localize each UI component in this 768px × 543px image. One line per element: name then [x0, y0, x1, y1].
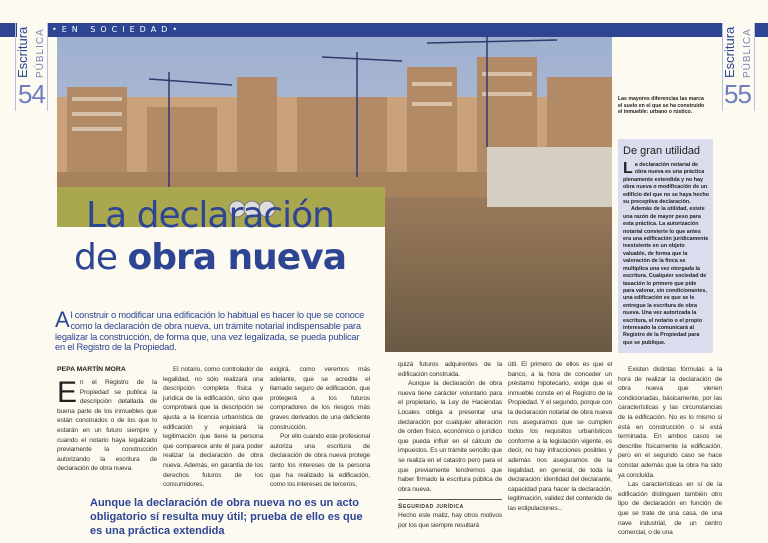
paragraph: quizá futuros adquirentes de la edificación construida.: [398, 361, 502, 378]
sidebar-paragraph: Además de la utilidad, existe una razón de mayor peso para esta práctica. La autorización notarial convierte lo que antes era una edificación jurídicamente inexistente en un objeto valuable, de forma que la valoración de la finca se multiplica una vez otorgada la escritura. Cualquier sociedad de tasación lo primero que pide para valorar, sin condicionantes, una edificación es que se le entregue la escritura de obra nueva. Una vez autorizada la escritura, el notario o el propio interesado la comunicará al Registro de la Propiedad para que se publique.: [623, 206, 709, 346]
sidebar-drop-cap: L: [623, 160, 633, 177]
body-column-6: [618, 365, 722, 538]
body-column-3: [270, 365, 370, 490]
paragraph: El notario, como controlador de legalidad, no sólo realizará una descripción completa física y jurídica de la edificación, sino que comprobará que la descripción se ajusta a la licencia urbanística de edificación y enjuiciará la legitimación que tiene la persona que comparece ante él para poder realizar la declaración de obra nueva. Además, en garantía de los derechos futuros de los consumidores,: [163, 366, 263, 489]
paragraph: exigirá, como veremos más adelante, que se acredite el llamado seguro de edificación, que protegerá a los futuros compradores de los riesgos más graves derivados de una deficiente construcción.: [270, 366, 370, 431]
paragraph: Por ello cuando este profesional autoriza una escritura de declaración de obra nueva protege tanto los intereses de la persona que ha realizado la edificación, como los intereses de terceros,: [270, 433, 370, 489]
paragraph: n el Registro de la Propiedad se publica la descripción detallada de buena parte de los inmuebles que están construidos o de los que lo estarán en un futuro siempre y cuando el notario haya legalizado previamente la construcción autorizando la escritura de declaración de obra nueva.: [57, 379, 157, 473]
article-title-line1: La declaración: [86, 195, 334, 236]
body-column-4: [398, 360, 502, 531]
page-number-right: 55: [724, 79, 751, 109]
lead-drop-cap: A: [55, 307, 70, 332]
body-column-1: [57, 378, 157, 474]
sidebar-paragraph: [623, 162, 709, 206]
sidebar-box: [618, 139, 713, 353]
paragraph: Las características en sí de la edificación distinguen también otro tipo de declaración en función de que se trate de una casa, de una nave industrial, de un centro comercial, o de una: [618, 481, 722, 537]
article-title-line2: [40, 238, 380, 278]
lead-text: l construir o modificar una edificación lo habitual es hacer lo que se conoce como la declaración de obra nueva, un trámite notarial indispensable para legalizar la construcción, de forma que, una vez legalizada, se pueda publicar en el Registro de la Propiedad.: [55, 310, 365, 353]
brand-bottom: PÚBLICA: [742, 28, 753, 78]
brand-logo-right: [724, 4, 754, 78]
section-label: •EN SOCIEDAD•: [52, 25, 183, 34]
paragraph: útil. El primero de ellos es que el banco, a la hora de conceder un préstamo hipotecario, exige que el inmueble conste en el Registro de la Propiedad. Y el segundo, porque con la declaración notarial de obra nueva nos aseguramos que se cumplen todos los requisitos urbanísticos conforme a la legislación vigente, es decir, no hay infracciones posibles y además nos aseguramos de la legalidad, en general, de toda la declaración: identidad del declarante, capacidad para hacer la declaración, legitimación, validez del contenido de las estipulaciones...: [508, 361, 612, 512]
pull-quote: Aunque la declaración de obra nueva no es un acto obligatorio sí resulta muy útil; prueba de ello es que es una práctica extendida: [90, 497, 363, 537]
subheading: Seguridad jurídica: [398, 499, 502, 511]
body-column-2: [163, 365, 263, 490]
photo-caption: Las mayores diferencias las marca el suelo en el que se ha construido el inmueble: urbano o rústico.: [618, 96, 705, 115]
brand-top: Escritura: [15, 26, 30, 78]
sidebar-text: a declaración notarial de obra nueva es una práctica plenamente extendida y no hay obra nueva o modificación de un edificio del que no se haya hecho su preceptiva declaración.: [623, 162, 709, 206]
brand-bottom: PÚBLICA: [35, 28, 46, 78]
body-column-5: [508, 360, 612, 514]
title-light: de: [74, 237, 128, 278]
paragraph: Existen distintas fórmulas a la hora de realizar la declaración de obra nueva que vienen condicionadas, básicamente, por las características y las circunstancias de la edificación. No es lo mismo si está en construcción o si está terminada. En ambos casos se describe físicamente la edificación, pero en el segundo caso se hace constar además que la obra ha sido ya concluida.: [618, 366, 722, 479]
brand-top: Escritura: [722, 26, 737, 78]
drop-cap: E: [57, 376, 77, 409]
title-bold: obra nueva: [127, 237, 346, 278]
brand-logo-left: [17, 4, 47, 78]
lead-paragraph: [55, 307, 367, 353]
paragraph: Aunque la declaración de obra nueva tiene carácter voluntario para el propietario, la Ley de Haciendas Locales obliga a presentar una declaración por cualquier alteración de orden físico, económico o jurídico que pueda influir en el cálculo de impuestos. Es un trámite sencillo que se realiza en el catastro pero para el que previamente tendremos que haber firmado la escritura pública de obra nueva.: [398, 380, 502, 493]
page-number-left: 54: [18, 79, 45, 109]
paragraph: Hecho este matiz, hay otros motivos por los que siempre resultará: [398, 512, 502, 529]
author: PEPA MARTÍN MORA: [57, 366, 126, 373]
sidebar-title: De gran utilidad: [623, 145, 701, 157]
